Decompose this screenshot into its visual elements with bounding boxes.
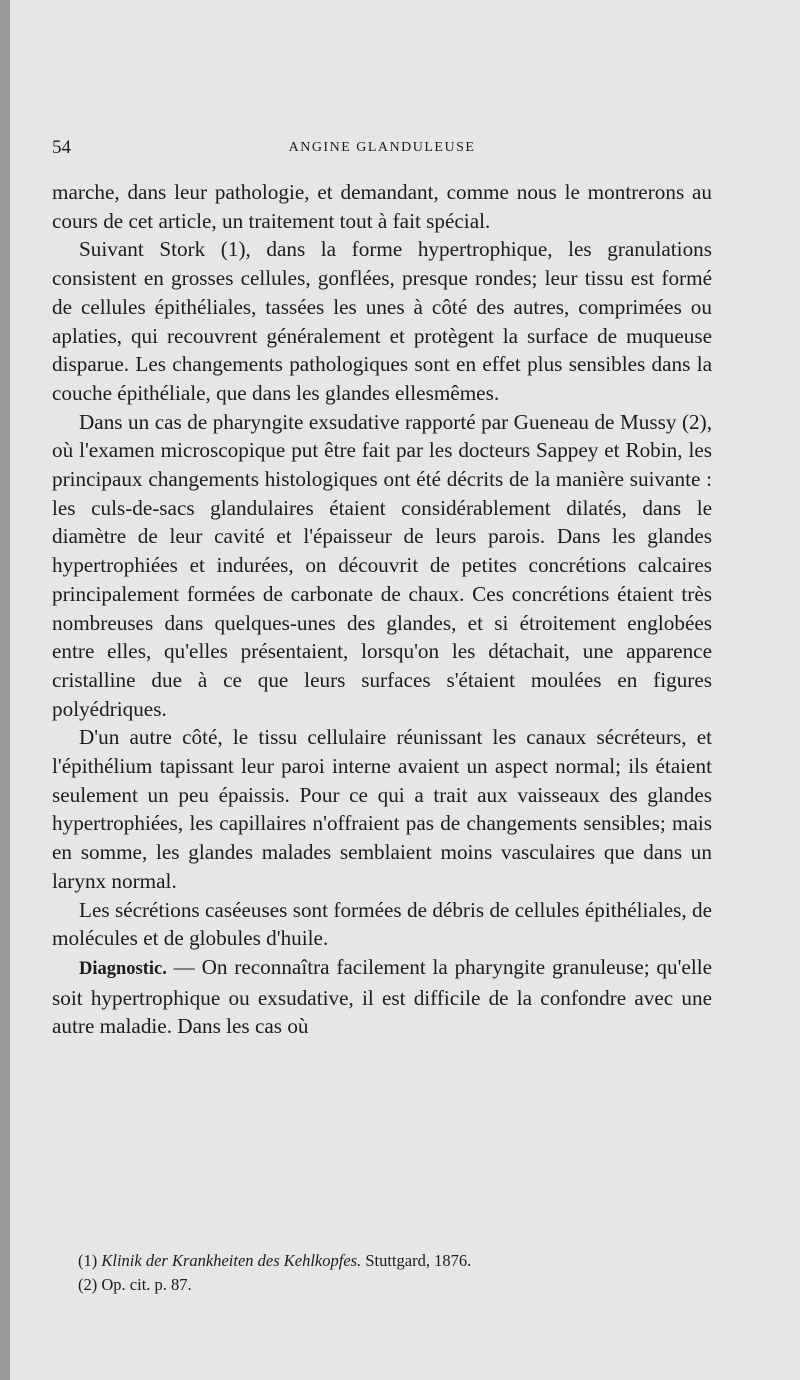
footnote-1 bbox=[78, 1249, 718, 1273]
paragraph-1: marche, dans leur pathologie, et demandant, comme nous le montrerons au cours de cet article, un traitement tout à fait spécial. bbox=[52, 180, 712, 233]
footnote-rest: Stuttgard, 1876. bbox=[361, 1251, 472, 1270]
footnote-number: (1) bbox=[78, 1251, 98, 1270]
paragraph-2: Suivant Stork (1), dans la forme hypertrophique, les granulations consistent en grosses cellules, gonflées, presque rondes; leur tissu est formé de cellules épithéliales, tassées les unes à côté des autres, comprimées ou aplaties, qui recouvrent généralement et protègent la surface de muqueuse disparue. Les changements pathologiques sont en effet plus sensibles dans la couche épithéliale, que dans les glandes ellesmêmes. bbox=[52, 237, 712, 405]
footnote-2 bbox=[78, 1273, 718, 1297]
page-number: 54 bbox=[52, 137, 71, 158]
page-edge-shadow bbox=[0, 0, 10, 1380]
diagnostic-text: — On reconnaîtra facilement la pharyngite granuleuse; qu'elle soit hypertrophique ou exsudative, il est difficile de la confondre avec une autre maladie. Dans les cas où bbox=[52, 954, 712, 1039]
paragraph-5: Les sécrétions caséeuses sont formées de débris de cellules épithéliales, de molécules et de globules d'huile. bbox=[52, 897, 712, 951]
footnote-title: Klinik der Krankheiten des Kehlkopfes. bbox=[101, 1251, 362, 1270]
page-header bbox=[52, 137, 712, 161]
footnotes bbox=[78, 1249, 718, 1297]
paragraph-4: D'un autre côté, le tissu cellulaire réunissant les canaux sécréteurs, et l'épithélium tapissant leur paroi interne avaient un aspect normal; ils étaient seulement un peu épaissis. Pour ce qui a trait aux vaisseaux des glandes hypertrophiées, les capillaires n'offraient pas de changements sensibles; mais en somme, les glandes malades semblaient moins vasculaires que dans un larynx normal. bbox=[52, 725, 712, 893]
footnote-rest: Op. cit. p. 87. bbox=[101, 1275, 192, 1294]
body-text bbox=[52, 178, 712, 1041]
diagnostic-heading: Diagnostic. bbox=[79, 958, 167, 979]
footnote-number: (2) bbox=[78, 1275, 98, 1294]
running-head: ANGINE GLANDULEUSE bbox=[288, 140, 476, 155]
paragraph-diagnostic bbox=[52, 953, 712, 1041]
paragraph-3: Dans un cas de pharyngite exsudative rapporté par Gueneau de Mussy (2), où l'examen microscopique put être fait par les docteurs Sappey et Robin, les principaux changements histologiques ont été décrits de la manière suivante : les culs-de-sacs glandulaires étaient considérablement dilatés, dans le diamètre de leur cavité et l'épaisseur de leurs parois. Dans les glandes hypertrophiées et indurées, on découvrit de petites concrétions calcaires principalement formées de carbonate de chaux. Ces concrétions étaient très nombreuses dans quelques-unes des glandes, et si étroitement englobées entre elles, qu'elles présentaient, lorsqu'on les détachait, une apparence cristalline due à ce que leurs surfaces s'étaient moulées en figures polyédriques. bbox=[52, 409, 712, 721]
